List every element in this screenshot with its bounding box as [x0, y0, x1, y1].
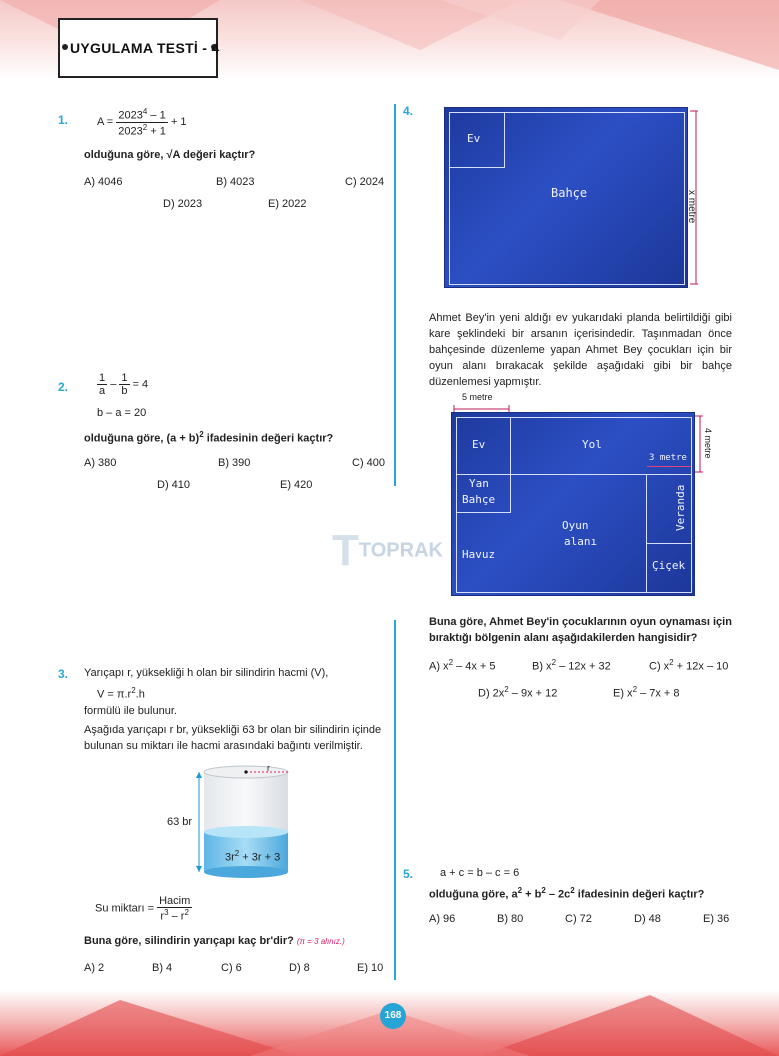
q1-option-d[interactable]: D) 2023 [163, 198, 203, 210]
q3-option-d[interactable]: D) 8 [289, 962, 310, 974]
q1-option-c[interactable]: C) 2024 [345, 176, 385, 188]
plan2-alani-label: alanı [564, 535, 598, 548]
q5-option-c[interactable]: C) 72 [565, 913, 592, 925]
q4-question-line2: bıraktığı bölgenin alanı aşağıdakilerden hangisidir? [429, 632, 698, 644]
plan2-havuz-label: Havuz [462, 548, 496, 561]
q3-note: (π = 3 alınız.) [296, 937, 345, 946]
q3-line1: Yarıçapı r, yüksekliği h olan bir silindirin hacmi (V), [84, 667, 329, 679]
q4-option-a[interactable]: A) $x^2 - 4x + 5$ [429, 658, 496, 673]
question-number: 2. [58, 380, 69, 394]
q5-line1: a + c = b – c = 6 [440, 867, 520, 879]
question-number: 5. [403, 867, 414, 881]
q3-formula: $V = \pi.r^2.h$ [97, 686, 145, 701]
plan2-ev-label: Ev [472, 438, 486, 451]
q5-question: olduğuna göre, $a^2 + b^2 - 2c^2$ ifadesinin değeri kaçtır? [429, 886, 705, 901]
page-title: UYGULAMA TESTİ - 4 [70, 40, 220, 56]
column-divider [394, 104, 396, 486]
q4-paragraph: Ahmet Bey'in yeni aldığı ev yukarıdaki planda belirtildiği gibi kare şeklindeki bir arsanın içerisindedir. Taşınmadan önce bahçesinde düzenleme yapan Ahmet Bey çocukları için bir oyun alanı bırakacak şekilde aşağıdaki gibi bir bahçe düzenlemesi yapmıştır. [429, 312, 732, 388]
q3-line4: Aşağıda yarıçapı r br, yüksekliği 63 br olan bir silindirin içinde [84, 724, 382, 736]
q4-option-e[interactable]: E) $x^2 - 7x + 8$ [613, 685, 680, 700]
plan1-ev-label: Ev [467, 132, 481, 145]
q3-option-b[interactable]: B) 4 [152, 962, 173, 974]
q3-option-e[interactable]: E) 10 [357, 962, 384, 974]
q1-option-a[interactable]: A) 4046 [84, 176, 123, 188]
plan1-x-label: x metre [686, 190, 697, 224]
q1-option-b[interactable]: B) 4023 [216, 176, 255, 188]
plan2-top-dim: 5 metre [462, 392, 493, 402]
q5-option-a[interactable]: A) 96 [429, 913, 456, 925]
q3-su-formula: Su miktarı = $\frac{\text{Hacim}}{r^3 - r^2}$ [95, 895, 191, 923]
page-number: 168 [380, 1003, 406, 1029]
q4-option-d[interactable]: D) $2x^2 - 9x + 12$ [478, 685, 558, 700]
q5-option-e[interactable]: E) 36 [703, 913, 730, 925]
plan1-bahce-label: Bahçe [551, 186, 588, 200]
plan-2 [451, 412, 695, 596]
plan2-veranda-label: Veranda [674, 484, 687, 531]
q3-option-c[interactable]: C) 6 [221, 962, 242, 974]
cylinder-figure [186, 760, 306, 885]
plan2-cicek-label: Çiçek [652, 559, 686, 572]
q4-option-c[interactable]: C) $x^2 + 12x - 10$ [649, 658, 729, 673]
q2-option-e[interactable]: E) 420 [280, 479, 313, 491]
q1-question: olduğuna göre, √A değeri kaçtır? [84, 149, 256, 161]
question-number: 3. [58, 667, 69, 681]
q2-line2: b – a = 20 [97, 407, 147, 419]
plan2-yol-label: Yol [582, 438, 602, 451]
plan2-oyun-label: Oyun [562, 519, 589, 532]
q4-option-b[interactable]: B) $x^2 - 12x + 32$ [532, 658, 611, 673]
q5-option-b[interactable]: B) 80 [497, 913, 524, 925]
q4-question-line1: Buna göre, Ahmet Bey'in çocuklarının oyun oynaması için [429, 616, 732, 628]
water-label: $3r^2 + 3r + 3$ [225, 849, 281, 864]
plan2-bahce-label: Bahçe [462, 493, 496, 506]
column-divider [394, 620, 396, 980]
plan-1 [444, 107, 688, 288]
height-label: 63 br [167, 816, 193, 828]
q2-question: olduğuna göre, $(a + b)^2$ ifadesinin değeri kaçtır? [84, 430, 334, 445]
watermark-logo: TTOPRAK [332, 526, 443, 575]
q2-option-a[interactable]: A) 380 [84, 457, 117, 469]
plan2-right-dim: 4 metre [703, 428, 713, 459]
question-number: 4. [403, 104, 414, 118]
q1-option-e[interactable]: E) 2022 [268, 198, 307, 210]
q1-expression: A = $\frac{2023^4 - 1}{2023^2 + 1}$ + 1 [97, 107, 187, 138]
q2-expression: $\frac{1}{a}$ – $\frac{1}{b}$ = 4 [99, 372, 149, 397]
q1-fraction: $\frac{2023^4 - 1}{2023^2 + 1}$ [118, 107, 166, 138]
q2-option-c[interactable]: C) 400 [352, 457, 386, 469]
q2-option-d[interactable]: D) 410 [157, 479, 191, 491]
header-dot-icon [62, 44, 68, 50]
q3-line3: formülü ile bulunur. [84, 705, 177, 717]
watermark-t-icon: T [332, 526, 359, 575]
q5-option-d[interactable]: D) 48 [634, 913, 661, 925]
plan2-inner-dim: 3 metre [649, 453, 687, 463]
q3-option-a[interactable]: A) 2 [84, 962, 105, 974]
radius-label: r [267, 763, 270, 773]
q3-question: Buna göre, silindirin yarıçapı kaç br'dir? (π = 3 alınız.) [84, 935, 345, 947]
question-number: 1. [58, 113, 69, 127]
q3-line5: bulunan su miktarı ile hacmi arasındaki bağıntı verilmiştir. [84, 740, 363, 752]
q2-option-b[interactable]: B) 390 [218, 457, 251, 469]
plan2-yan-label: Yan [469, 477, 489, 490]
